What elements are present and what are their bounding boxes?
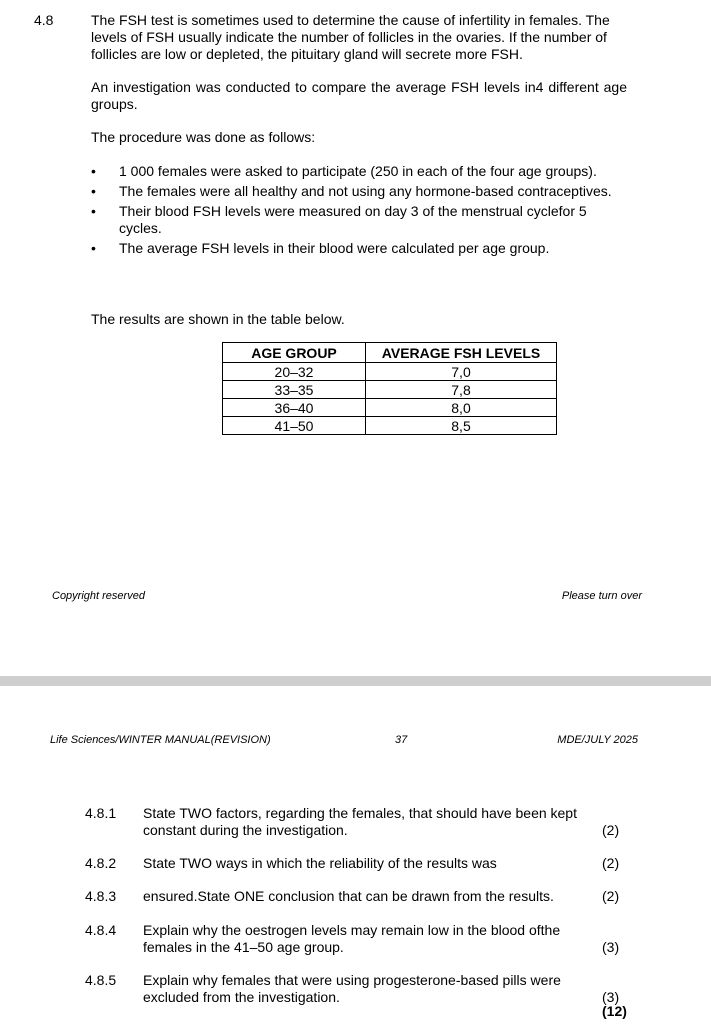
procedure-intro: The procedure was done as follows: (91, 129, 316, 145)
procedure-item (91, 163, 631, 180)
page-divider (0, 676, 711, 686)
subquestion-marks: (3) (602, 939, 620, 955)
bullet-icon: • (91, 203, 96, 219)
question-number: 4.8 (34, 12, 54, 28)
table-row (223, 399, 557, 417)
header-age-group: AGE GROUP (223, 343, 366, 363)
age-group-cell: 36–40 (223, 399, 366, 417)
header-average-fsh: AVERAGE FSH LEVELS (366, 343, 557, 363)
turn-over-footer: Please turn over (561, 590, 642, 602)
table-header-row (223, 343, 557, 363)
fsh-level-cell: 8,0 (366, 399, 557, 417)
subquestion-number: 4.8.5 (85, 972, 117, 988)
procedure-list (91, 163, 631, 260)
procedure-item-text: The females were all healthy and not using any hormone-based contraceptives. (119, 183, 612, 199)
procedure-item (91, 203, 631, 237)
bullet-icon: • (91, 183, 96, 199)
fsh-level-cell: 7,0 (366, 363, 557, 381)
fsh-level-cell: 8,5 (366, 417, 557, 435)
procedure-item-text: 1 000 females were asked to participate (250 in each of the four age groups). (119, 163, 597, 179)
subquestion-text: Explain why the oestrogen levels may remain low in the blood ofthe females in the 41–50 age group. (143, 922, 561, 955)
results-table (222, 342, 557, 435)
subquestion-marks: (2) (602, 888, 620, 904)
procedure-item-text: Their blood FSH levels were measured on day 3 of the menstrual cyclefor 5 cycles. (119, 203, 587, 236)
fsh-level-cell: 7,8 (366, 381, 557, 399)
subquestion-number: 4.8.2 (85, 855, 117, 871)
bullet-icon: • (91, 240, 96, 256)
age-group-cell: 33–35 (223, 381, 366, 399)
subquestion-number: 4.8.3 (85, 888, 117, 904)
subquestion-marks: (2) (602, 822, 620, 838)
subquestion-number: 4.8.1 (85, 805, 117, 821)
subquestion-text: Explain why females that were using progesterone-based pills were excluded from the investigation. (143, 972, 561, 1005)
table-row (223, 381, 557, 399)
procedure-item (91, 240, 631, 257)
procedure-item-text: The average FSH levels in their blood were calculated per age group. (119, 240, 550, 256)
subquestion-text: State TWO factors, regarding the females, that should have been kept constant during the investigation. (143, 805, 577, 838)
table-row (223, 417, 557, 435)
age-group-cell: 20–32 (223, 363, 366, 381)
subquestion-text: State TWO ways in which the reliability of the results was (143, 855, 497, 871)
copyright-footer: Copyright reserved (52, 590, 145, 602)
total-marks: (12) (602, 1003, 627, 1019)
table-row (223, 363, 557, 381)
investigation-paragraph: An investigation was conducted to compare the average FSH levels in4 different age groups. (91, 79, 627, 112)
page-header-date: MDE/JULY 2025 (557, 734, 638, 746)
results-intro: The results are shown in the table below. (91, 311, 345, 327)
page-number: 37 (395, 734, 408, 746)
subquestion-marks: (3) (602, 989, 620, 1005)
subquestion-number: 4.8.4 (85, 922, 117, 938)
intro-paragraph: The FSH test is sometimes used to determine the cause of infertility in females. The levels of FSH usually indicate the number of follicles in the ovaries. If the number of follicles are low or depleted, the pituitary gland will secrete more FSH. (91, 12, 610, 62)
subquestion-text: ensured.State ONE conclusion that can be drawn from the results. (143, 888, 554, 904)
subquestion-marks: (2) (602, 855, 620, 871)
bullet-icon: • (91, 163, 96, 179)
procedure-item (91, 183, 631, 200)
age-group-cell: 41–50 (223, 417, 366, 435)
page-header-subject: Life Sciences/WINTER MANUAL(REVISION) (50, 734, 271, 746)
